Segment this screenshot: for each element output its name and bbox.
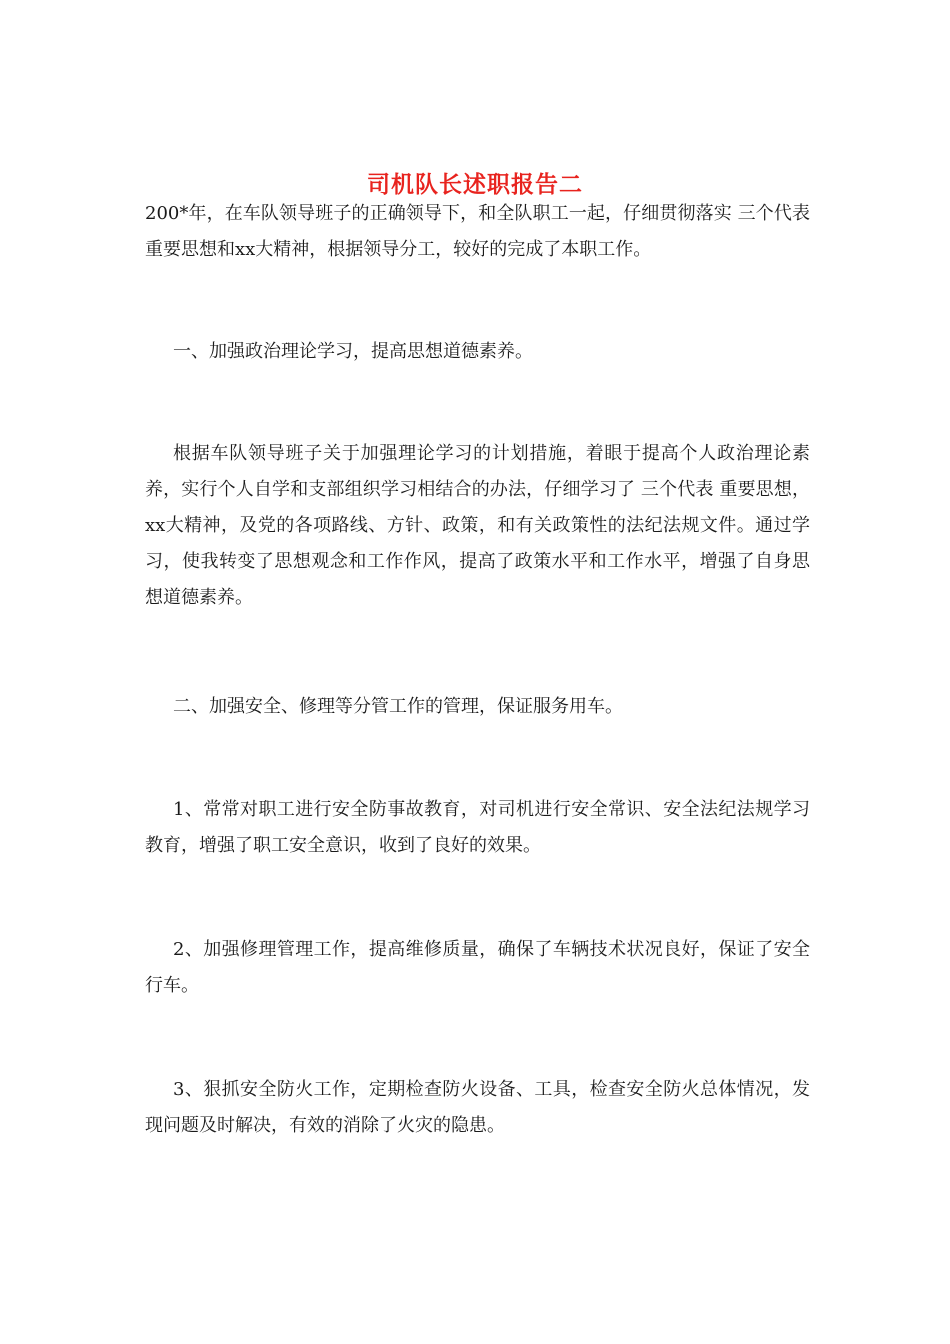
section-body-1: 根据车队领导班子关于加强理论学习的计划措施，着眼于提高个人政治理论素养，实行个人自学和支部组织学习相结合的办法，仔细学习了 三个代表 重要思想，xx大精神，及党的各项路线、方针、政策，和有关政策性的法纪法规文件。通过学习，使我转变了思想观念和工作作风，提高了政策水平和工作水平，增强了自身思想道德素养。 xyxy=(145,443,810,608)
page-title: 司机队长述职报告二 xyxy=(367,171,583,199)
list-item-2: 2、加强修理管理工作，提高维修质量，确保了车辆技术状况良好，保证了安全行车。 xyxy=(145,939,810,996)
intro-paragraph: 200*年，在车队领导班子的正确领导下，和全队职工一起，仔细贯彻落实 三个代表 重要思想和xx大精神，根据领导分工，较好的完成了本职工作。 xyxy=(145,203,810,260)
list-item-3: 3、狠抓安全防火工作，定期检查防火设备、工具，检查安全防火总体情况，发现问题及时解决，有效的消除了火灾的隐患。 xyxy=(145,1079,810,1136)
section-heading-1: 一、加强政治理论学习，提高思想道德素养。 xyxy=(173,341,533,362)
section-heading-2: 二、加强安全、修理等分管工作的管理，保证服务用车。 xyxy=(173,696,623,717)
list-item-1: 1、常常对职工进行安全防事故教育，对司机进行安全常识、安全法纪法规学习教育，增强了职工安全意识，收到了良好的效果。 xyxy=(145,799,810,856)
